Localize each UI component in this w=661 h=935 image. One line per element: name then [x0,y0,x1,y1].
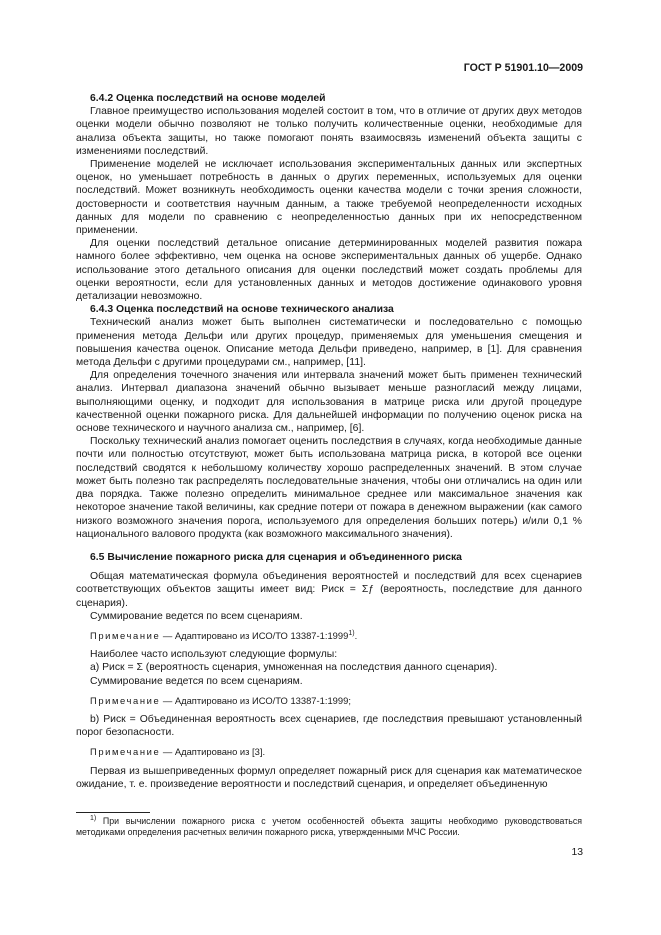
note-text: — Адаптировано из ИСО/ТО 13387-1:1999; [160,694,351,706]
section-6-4-2-title: 6.4.2 Оценка последствий на основе моделей [90,93,326,104]
formula-b: b) Риск = Объединенная вероятность всех сценариев, где последствия превышают установленный порог безопасности. [76,713,582,739]
paragraph: Технический анализ может быть выполнен систематически и последовательно с помощью применения метода Дельфи или других процедур, применяемых для уменьшения смещения и повышения качества оценок. Описание метода Дельфи приведено, например, в [1]. Для сравнения метода Дельфи с другими процедурами см., например, [11]. [76,317,582,369]
page-number: 13 [571,847,583,858]
paragraph: Суммирование ведется по всем сценариям. [90,610,303,622]
footnote [76,816,582,838]
note-1 [76,629,582,642]
note-label: Примечание [90,746,161,758]
footnote-marker: 1) [90,815,97,823]
paragraph: Главное преимущество использования моделей состоит в том, что в отличие от других двух методов оценки модели обычно позволяют не только получить количественные оценки, необходимые для анализа объекта защиты, но также помогают понять взаимосвязь изменений объекта защиты с изменениями последствий. [76,106,582,157]
footnote-ref: 1) [348,629,355,637]
note-2 [76,694,582,707]
paragraph: Суммирование ведется по всем сценариям. [90,675,303,687]
section-6-4-3-title: 6.4.3 Оценка последствий на основе технического анализа [90,304,394,316]
section-6-5-title: 6.5 Вычисление пожарного риска для сценария и объединенного риска [90,551,462,563]
footnote-text: При вычислении пожарного риска с учетом особенностей объекта защиты необходимо руководствоваться методиками определения расчетных величин пожарного риска, утвержденными МЧС России. [76,816,582,838]
note-3 [76,745,582,758]
page-body [76,92,582,791]
paragraph: Применение моделей не исключает использования экспериментальных данных или экспертных оценок, но уменьшает потребность в данных о других переменных, используемых для оценки последствий. Может возникнуть необходимость оценки качества модели с точки зрения сложности, достоверности и соответствия научным данным, а также требуемой неопределенности исходных данных для модели по сравнению с неопределенностью данных при их непосредственном применении. [76,159,582,237]
paragraph: Общая математическая формула объединения вероятностей и последствий для всех сценариев соответствующих объектов защиты имеет вид: Риск = Σƒ (вероятность, последствие для данного сценария). [76,571,582,609]
formula-a: а) Риск = Σ (вероятность сценария, умноженная на последствия данного сценария). [90,662,498,674]
paragraph: Первая из вышеприведенных формул определяет пожарный риск для сценария как математическое ожидание, т. е. произведение вероятности и последствий сценария, и определяет объединенную [76,765,582,790]
note-label: Примечание [90,694,161,706]
note-text: — Адаптировано из ИСО/ТО 13387-1:1999 [160,629,349,641]
paragraph: Для определения точечного значения или интервала значений может быть применен технический анализ. Интервал диапазона значений обычно вызывает меньше разногласий между лицами, выполняющими оценку, и подходит для использования в матрице риска или другой процедуре качественной оценки пожарного риска. Для дальнейшей информации по получению оценок риска на основе технического и научного анализа см., например, [6]. [76,370,582,435]
paragraph: Наиболее часто используют следующие формулы: [90,649,338,661]
standard-header: ГОСТ Р 51901.10—2009 [463,62,583,74]
note-text: — Адаптировано из [3]. [160,746,266,758]
paragraph: Для оценки последствий детальное описание детерминированных моделей развития пожара намного более эффективно, чем оценка на основе экспериментальных данных об ущербе. Однако использование этого детального описания для оценки последствий может создать проблемы для оценки вероятности, если для установленных данных и методов достижение одинакового уровня детализации невозможно. [76,238,582,303]
note-end: . [354,629,358,641]
note-label: Примечание [90,629,161,641]
paragraph: Поскольку технический анализ помогает оценить последствия в случаях, когда необходимые данные почти или полностью отсутствуют, может быть использована матрица риска, в которой все оценки последствий сводятся к небольшому количеству хорошо распределенных значений. В этом случае может быть полезно так распределять последовательные значения, чтобы они отличались на один или два порядка. Также полезно определить минимальное среднее или максимальное значения как некоторое значение такой величины, как средние потери от пожара в денежном выражении (как самого низкого возможного значения порога, используемого для определения больших потерь) и/или 0,1 % национального валового продукта (как возможного максимального значения). [76,436,582,540]
footnote-divider [76,812,150,813]
